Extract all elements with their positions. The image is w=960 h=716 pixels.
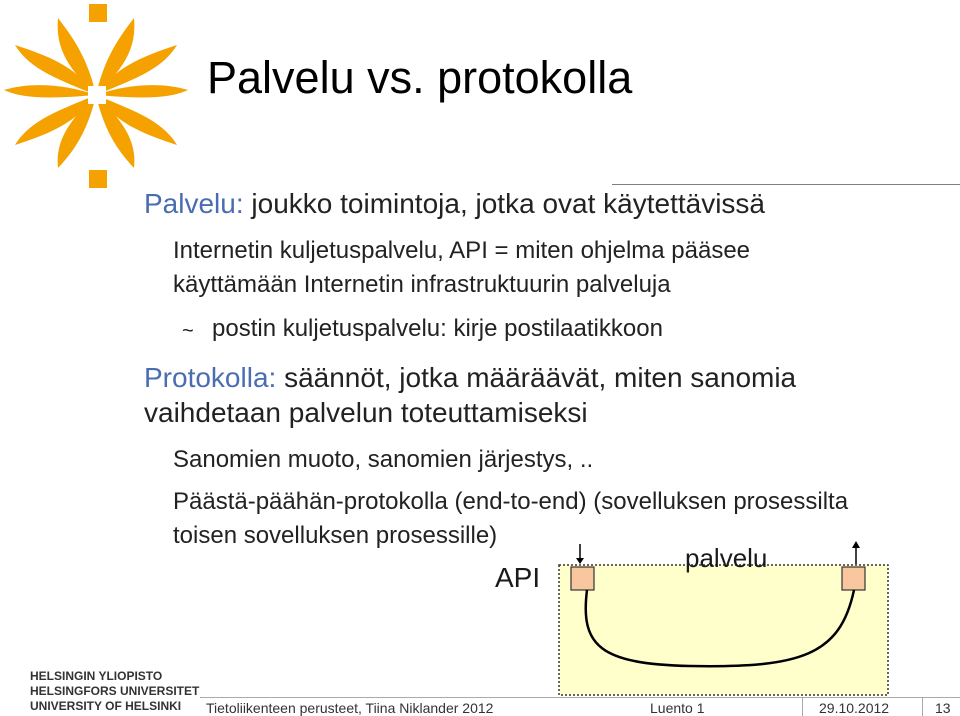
university-name-fi: HELSINGIN YLIOPISTO xyxy=(30,669,163,683)
bullet-protocol xyxy=(144,362,796,394)
api-endpoint-left xyxy=(571,567,594,590)
footer-divider xyxy=(200,697,960,698)
footer-separator xyxy=(802,697,803,716)
protocol-definition-line2: vaihdetaan palvelun toteuttamiseksi xyxy=(144,397,588,428)
title-divider xyxy=(612,184,960,185)
university-name-sv: HELSINGFORS UNIVERSITET xyxy=(30,684,200,698)
university-name xyxy=(30,669,199,714)
page-title: Palvelu vs. protokolla xyxy=(207,52,633,103)
protocol-term: Protokolla: xyxy=(144,362,277,393)
bullet-service xyxy=(144,188,765,220)
footer-date: 29.10.2012 xyxy=(819,700,890,716)
university-logo-icon xyxy=(0,0,200,190)
protocol-sub2-line2: toisen sovelluksen prosessille) xyxy=(173,522,498,549)
service-sub2: postin kuljetuspalvelu: kirje postilaatikkoon xyxy=(212,315,663,342)
api-endpoint-right xyxy=(842,567,865,590)
service-label: palvelu xyxy=(685,543,768,573)
service-sub1-line1: Internetin kuljetuspalvelu, API = miten ohjelma pääsee xyxy=(173,237,751,264)
protocol-definition-line1: säännöt, jotka määräävät, miten sanomia xyxy=(276,362,797,393)
tilde-bullet-icon: ~ xyxy=(182,320,194,342)
footer-lecture: Luento 1 xyxy=(650,700,705,716)
service-definition: joukko toimintoja, jotka ovat käytettävissä xyxy=(243,188,765,219)
footer-separator xyxy=(922,697,923,716)
university-name-en: UNIVERSITY OF HELSINKI xyxy=(30,699,182,713)
protocol-sub1: Sanomien muoto, sanomien järjestys, .. xyxy=(173,446,594,473)
arrow-up-icon xyxy=(852,541,860,564)
protocol-sub2-line1: Päästä-päähän-protokolla (end-to-end) (sovelluksen prosessilta xyxy=(173,488,849,515)
service-sub1-line2: käyttämään Internetin infrastruktuurin palveluja xyxy=(173,271,671,298)
arrow-down-icon xyxy=(576,544,584,564)
api-label: API xyxy=(495,562,541,593)
service-term: Palvelu: xyxy=(144,188,244,219)
footer-course: Tietoliikenteen perusteet, Tiina Niklander 2012 xyxy=(206,700,494,716)
footer-page-number: 13 xyxy=(935,700,951,716)
